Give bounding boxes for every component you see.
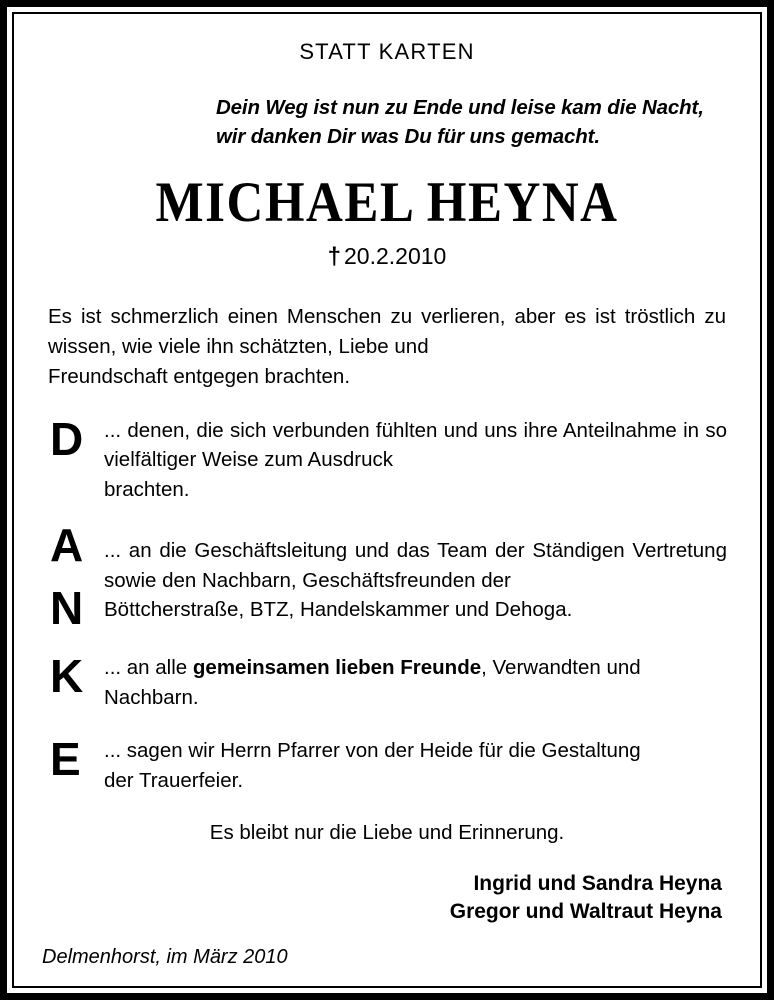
acrostic-text-d-tail: brachten. (104, 477, 190, 501)
death-date-line (42, 244, 732, 270)
acrostic-text-e-body: ... sagen wir Herrn Pfarrer von der Heide für die Gestaltung (104, 739, 641, 763)
signature-line-1: Ingrid und Sandra Heyna (473, 871, 722, 895)
verse-line-2: wir danken Dir was Du für uns gemacht. (216, 125, 600, 149)
verse-line-1: Dein Weg ist nun zu Ende und leise kam die Nacht, (216, 96, 704, 120)
acrostic-text-k-tail: Nachbarn. (104, 685, 199, 709)
frame-inner-rule (12, 12, 762, 988)
acrostic-row-k (42, 650, 732, 712)
acrostic-text-k (104, 653, 732, 712)
obituary-content (14, 14, 760, 986)
acrostic-letter-a: A (50, 519, 84, 572)
acrostic-letters-an (42, 519, 104, 635)
acrostic-letter-d: D (50, 412, 84, 465)
death-date-value: 20.2.2010 (344, 243, 447, 270)
acrostic-text-e (104, 736, 732, 795)
danke-acrostic (42, 412, 732, 796)
acrostic-text-k-post: , Verwandten und (481, 656, 641, 680)
acrostic-text-d (104, 416, 732, 505)
acrostic-letter-e: E (50, 733, 81, 786)
frame-white-gap (7, 7, 767, 993)
memorial-verse (42, 93, 732, 151)
acrostic-row-e (42, 733, 732, 795)
acrostic-text-k-pre: ... an alle (104, 656, 193, 680)
intro-paragraph-body: Es ist schmerzlich einen Menschen zu verlieren, aber es ist tröstlich zu wissen, wie viele ihn schätzten, Liebe und (48, 304, 726, 358)
family-signatures (42, 870, 732, 926)
acrostic-text-k-emphasis: gemeinsamen lieben Freunde (192, 656, 482, 680)
deceased-name: MICHAEL HEYNA (155, 172, 619, 235)
acrostic-text-an (104, 522, 732, 625)
signature-line-2: Gregor und Waltraut Heyna (449, 899, 722, 923)
acrostic-letter-k: K (50, 650, 84, 703)
acrostic-text-an-body: ... an die Geschäftsleitung und das Team der Ständigen Vertretung sowie den Nachbarn, Geschäftsfreunden der (104, 539, 727, 592)
acrostic-row-d (42, 412, 732, 505)
heading-statt-karten: STATT KARTEN (299, 39, 475, 64)
acrostic-text-an-tail: Böttcherstraße, BTZ, Handelskammer und Dehoga. (104, 598, 573, 622)
acrostic-row-an (42, 519, 732, 635)
intro-paragraph (42, 302, 732, 392)
acrostic-text-e-tail: der Trauerfeier. (104, 768, 244, 792)
acrostic-letter-n: N (50, 582, 84, 635)
intro-paragraph-tail: Freundschaft entgegen brachten. (48, 364, 351, 388)
acrostic-text-d-body: ... denen, die sich verbunden fühlten und uns ihre Anteilnahme in so vielfältiger Weise zum Ausdruck (104, 418, 727, 472)
place-and-date: Delmenhorst, im März 2010 (42, 946, 288, 968)
closing-line: Es bleibt nur die Liebe und Erinnerung. (209, 821, 565, 845)
cross-icon: † (327, 243, 342, 271)
